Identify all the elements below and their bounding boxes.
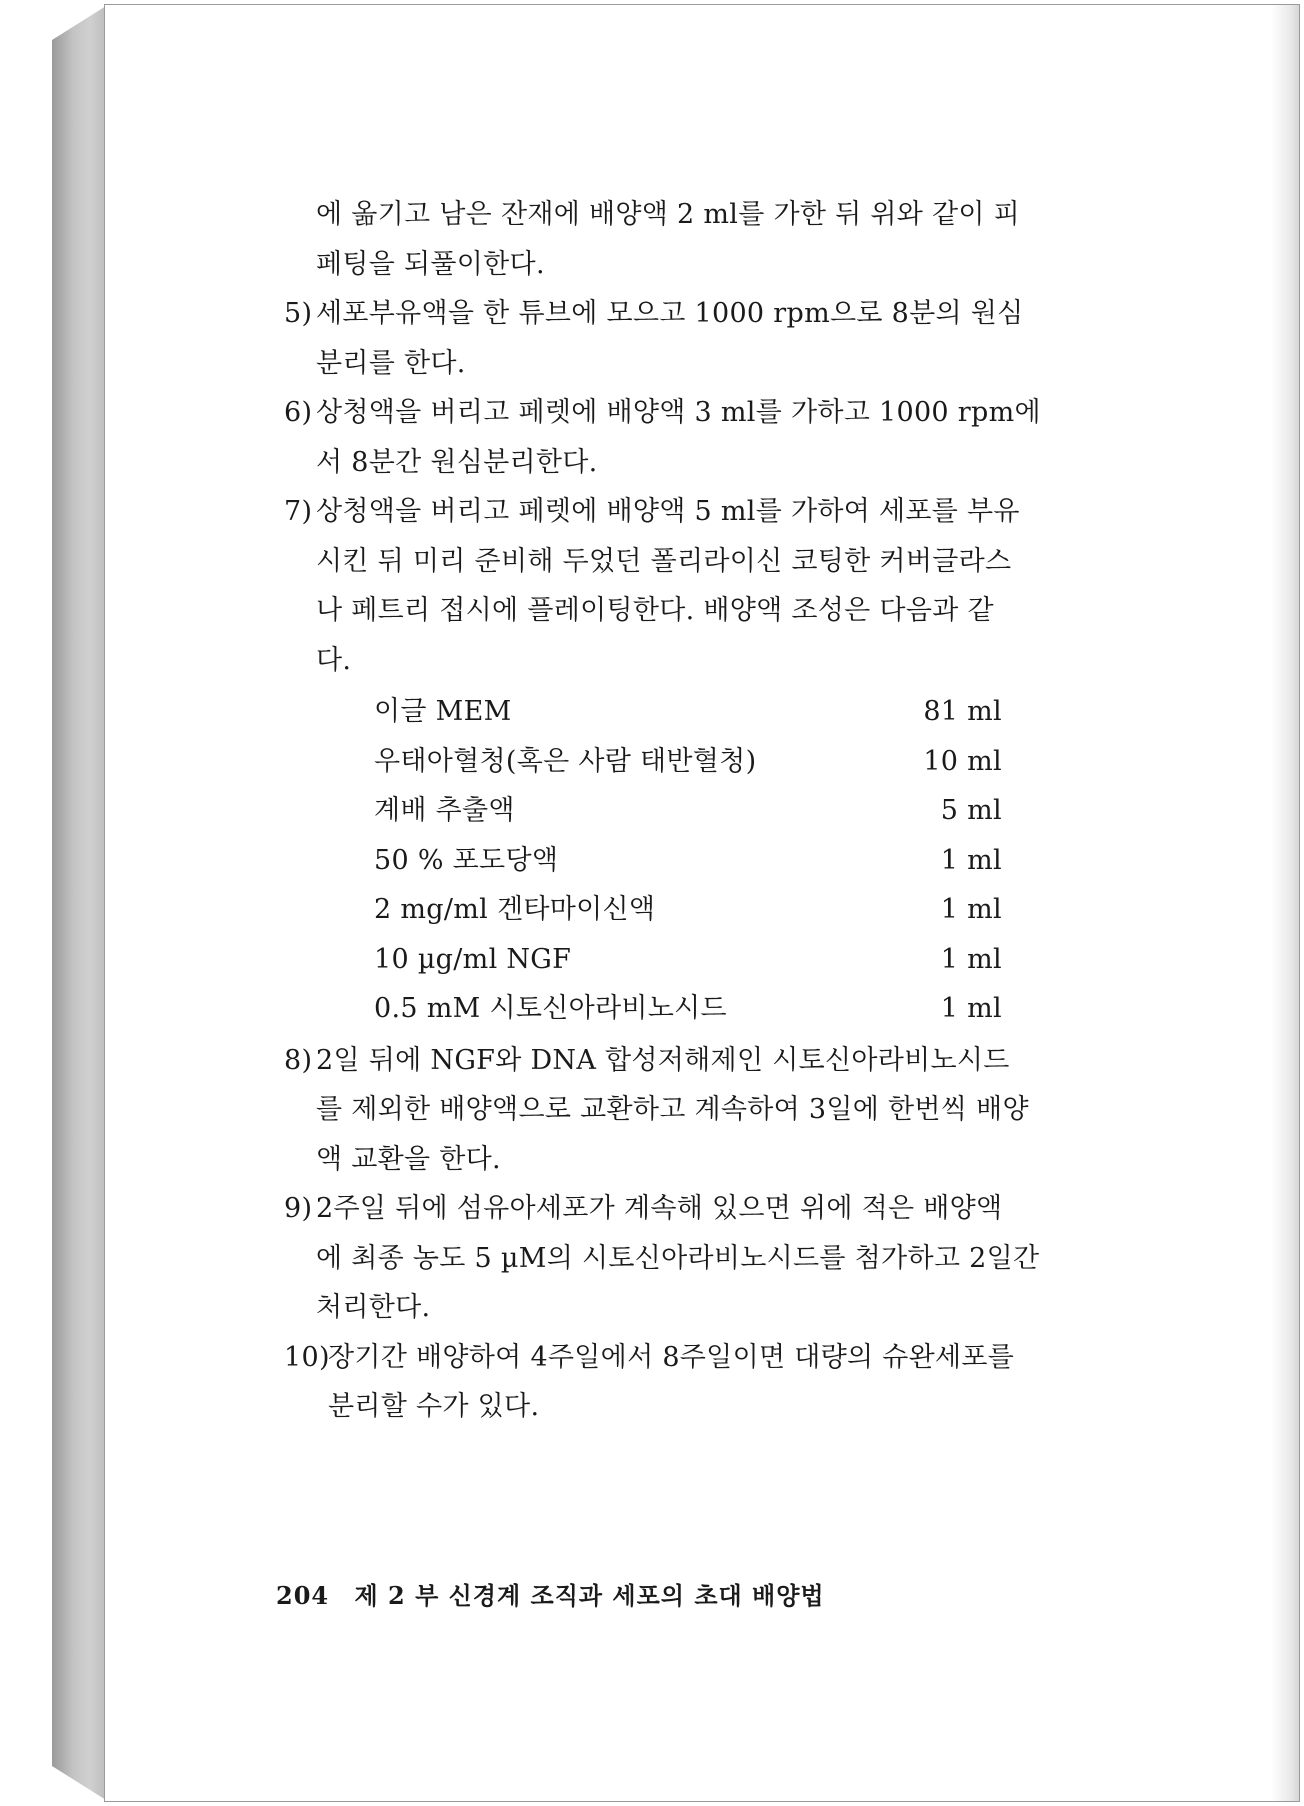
text-line: 세포부유액을 한 튜브에 모으고 1000 rpm으로 8분의 원심: [316, 298, 1024, 329]
ingredient-name: 이글 MEM: [374, 696, 512, 727]
table-row: [178, 885, 1158, 935]
book-spine-edge: [52, 6, 106, 1800]
text-line: 2일 뒤에 NGF와 DNA 합성저해제인 시토신아라비노시드: [316, 1044, 1010, 1076]
page-edge-shadow: [1271, 5, 1299, 1801]
ingredient-name: 우태아혈청(혹은 사람 태반혈청): [374, 745, 757, 777]
text-line: 분리할 수가 있다.: [328, 1391, 540, 1422]
step-number: 5): [284, 298, 313, 329]
text-line: 처리한다.: [316, 1292, 431, 1323]
step-7: [178, 487, 1158, 685]
step-5: [178, 289, 1158, 388]
text-line: 를 제외한 배양액으로 교환하고 계속하여 3일에 한번씩 배양: [316, 1094, 1029, 1125]
text-line: 장기간 배양하여 4주일에서 8주일이면 대량의 슈완세포를: [328, 1341, 1015, 1373]
step-number: 7): [284, 496, 313, 527]
text-line: 액 교환을 한다.: [316, 1143, 501, 1175]
ingredient-amount: 1 ml: [940, 844, 1002, 876]
medium-composition-table: [178, 687, 1158, 1034]
ingredient-name: 10 µg/ml NGF: [374, 943, 572, 975]
step-9: [178, 1184, 1158, 1333]
text-line: 에 최종 농도 5 µM의 시토신아라비노시드를 첨가하고 2일간: [316, 1242, 1040, 1274]
step-number: 9): [284, 1193, 313, 1224]
text-line: 페팅을 되풀이한다.: [316, 248, 545, 280]
step-number: 10): [284, 1341, 330, 1373]
ingredient-amount: 5 ml: [940, 795, 1002, 826]
ingredient-amount: 1 ml: [940, 993, 1002, 1024]
ingredient-name: 계배 추출액: [374, 795, 515, 826]
text-line: 서 8분간 원심분리한다.: [316, 446, 598, 478]
table-row: [178, 786, 1158, 836]
text-line: 나 페트리 접시에 플레이팅한다. 배양액 조성은 다음과 같: [316, 595, 994, 626]
text-line: 2주일 뒤에 섬유아세포가 계속해 있으면 위에 적은 배양액: [316, 1193, 1003, 1224]
ingredient-amount: 10 ml: [923, 745, 1002, 777]
intro-paragraph: [178, 190, 1158, 289]
table-row: [178, 984, 1158, 1034]
table-row: [178, 687, 1158, 737]
step-number: 8): [284, 1044, 313, 1076]
ingredient-name: 0.5 mM 시토신아라비노시드: [374, 993, 727, 1024]
text-line: 에 옮기고 남은 잔재에 배양액 2 ml를 가한 뒤 위와 같이 피: [316, 199, 1021, 230]
step-6: [178, 388, 1158, 487]
table-row: [178, 737, 1158, 787]
page-footer: [276, 1576, 825, 1611]
ingredient-name: 2 mg/ml 겐타마이신액: [374, 894, 656, 925]
ingredient-amount: 1 ml: [940, 943, 1002, 975]
ingredient-amount: 1 ml: [940, 894, 1002, 925]
page-body: [178, 190, 1158, 1432]
running-title: 제 2 부 신경계 조직과 세포의 초대 배양법: [354, 1581, 825, 1610]
page-number: 204: [276, 1581, 330, 1610]
table-row: [178, 935, 1158, 985]
text-line: 시킨 뒤 미리 준비해 두었던 폴리라이신 코팅한 커버글라스: [316, 545, 1012, 577]
table-row: [178, 836, 1158, 886]
text-line: 다.: [316, 644, 352, 676]
text-line: 상청액을 버리고 페렛에 배양액 5 ml를 가하여 세포를 부유: [316, 496, 1020, 527]
ingredient-amount: 81 ml: [923, 696, 1002, 727]
ingredient-name: 50 % 포도당액: [374, 844, 559, 876]
text-line: 분리를 한다.: [316, 347, 466, 379]
text-line: 상청액을 버리고 페렛에 배양액 3 ml를 가하고 1000 rpm에: [316, 397, 1041, 428]
step-8: [178, 1036, 1158, 1185]
step-number: 6): [284, 397, 313, 428]
step-10: [178, 1333, 1158, 1432]
